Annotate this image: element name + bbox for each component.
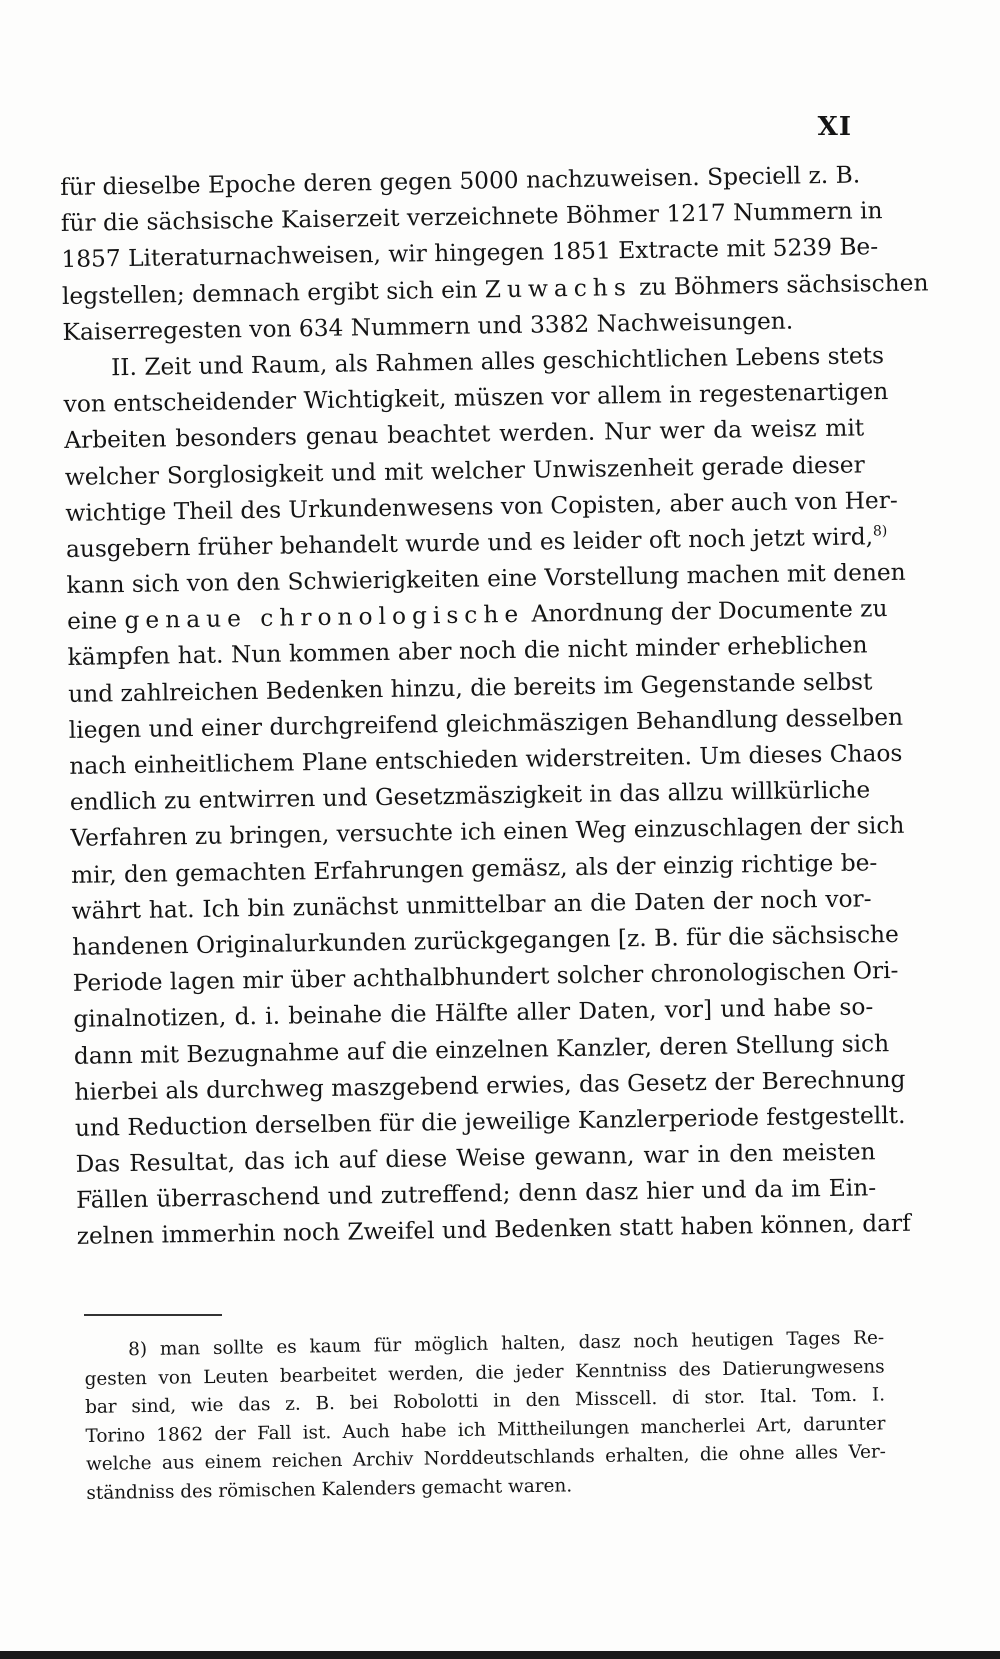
- body-line: handenen Originalurkunden zurückgegangen [z. B. für die sächsische: [71, 920, 900, 961]
- emphasis-spaced-word: Zuwachs: [484, 273, 632, 303]
- scan-bottom-edge: [0, 1651, 1000, 1659]
- emphasis-spaced-word: genaue chronologische: [124, 601, 525, 635]
- page-number: XI: [817, 112, 852, 142]
- body-line: welcher Sorglosigkeit und mit welcher Unwiszenheit gerade dieser: [64, 450, 865, 491]
- footnote-marker: 8): [872, 523, 888, 540]
- body-line-part: legstellen; demnach ergibt sich ein: [61, 276, 478, 310]
- body-line-part: eine: [66, 607, 118, 636]
- body-text: [60, 157, 929, 1255]
- body-line: hierbei als durchweg maszgebend erwies, das Gesetz der Berechnung: [74, 1065, 906, 1106]
- body-line: Arbeiten besonders genau beachtet werden. Nur wer da weisz mit: [64, 414, 865, 455]
- body-line: Fällen überraschend und zutreffend; denn dasz hier und da im Ein-: [75, 1174, 877, 1215]
- body-line: kann sich von den Schwierigkeiten eine Vorstellung machen mit denen: [66, 558, 906, 600]
- body-line: 1857 Literaturnachweisen, wir hingegen 1851 Extracte mit 5239 Be-: [61, 233, 879, 274]
- body-line: liegen und einer durchgreifend gleichmäszigen Behandlung desselben: [68, 703, 904, 744]
- body-line: für dieselbe Epoche deren gegen 5000 nachzuweisen. Speciell z. B.: [60, 161, 861, 201]
- body-line: kämpfen hat. Nun kommen aber noch die nicht minder erheblichen: [67, 631, 868, 672]
- footnote: [84, 1324, 887, 1508]
- body-line: von entscheidender Wichtigkeit, müszen vor allem in regestenartigen: [63, 378, 889, 419]
- footnote-line: 8) man sollte es kaum für möglich halten, dasz noch heutigen Tages Re-: [128, 1327, 885, 1361]
- body-line: mir, den gemachten Erfahrungen gemäsz, als der einzig richtige be-: [70, 848, 878, 889]
- body-line: wichtige Theil des Urkundenwesens von Copisten, aber auch von Her-: [65, 486, 898, 527]
- body-line: Das Resultat, das ich auf diese Weise gewann, war in den meisten: [75, 1138, 876, 1178]
- body-line: dann mit Bezugnahme auf die einzelnen Kanzler, deren Stellung sich: [73, 1029, 890, 1070]
- body-line: ginalnotizen, d. i. beinahe die Hälfte aller Daten, vor] und habe so-: [73, 993, 874, 1034]
- footnote-line: bar sind, wie das z. B. bei Robolotti in den Misscell. di stor. Ital. Tom. I.: [84, 1384, 886, 1419]
- body-line-part: zu Böhmers sächsischen: [638, 268, 929, 301]
- footnote-line: Torino 1862 der Fall ist. Auch habe ich Mittheilungen mancherlei Art, darunter: [85, 1413, 886, 1447]
- footnote-line: gesten von Leuten bearbeitet werden, die jeder Kenntniss des Datierungwesens: [84, 1356, 885, 1390]
- body-line: währt hat. Ich bin zunächst unmittelbar an die Daten der noch vor-: [71, 885, 872, 925]
- body-line: endlich zu entwirren und Gesetzmäszigkeit in das allzu willkürliche: [69, 776, 871, 817]
- footnote-line: ständniss des römischen Kalenders gemacht waren.: [86, 1475, 573, 1504]
- body-line-part: ausgebern früher behandelt wurde und es leider oft noch jetzt wird,: [65, 523, 874, 563]
- body-line: Kaiserregesten von 634 Nummern und 3382 Nachweisungen.: [62, 307, 794, 346]
- footnote-divider: [84, 1314, 222, 1316]
- body-line: Verfahren zu bringen, versuchte ich einen Weg einzuschlagen der sich: [70, 812, 905, 853]
- body-line: für die sächsische Kaiserzeit verzeichnete Böhmer 1217 Nummern in: [60, 197, 883, 238]
- body-line: Periode lagen mir über achthalbhundert solcher chronologischen Ori-: [72, 957, 899, 998]
- footnote-line: welche aus einem reichen Archiv Norddeutschlands erhalten, die ohne alles Ver-: [85, 1441, 887, 1476]
- body-line: und Reduction derselben für die jeweilige Kanzlerperiode festgestellt.: [74, 1101, 906, 1142]
- body-line: und zahlreichen Bedenken hinzu, die bereits im Gegenstande selbst: [68, 667, 873, 708]
- section-heading-line: II. Zeit und Raum, als Rahmen alles geschichtlichen Lebens stets: [110, 342, 885, 382]
- body-line: zelnen immerhin noch Zweifel und Bedenken statt haben können, darf: [76, 1210, 912, 1251]
- body-line-part: Anordnung der Documente zu: [531, 595, 888, 628]
- body-line: nach einheitlichem Plane entschieden widerstreiten. Um dieses Chaos: [69, 739, 903, 780]
